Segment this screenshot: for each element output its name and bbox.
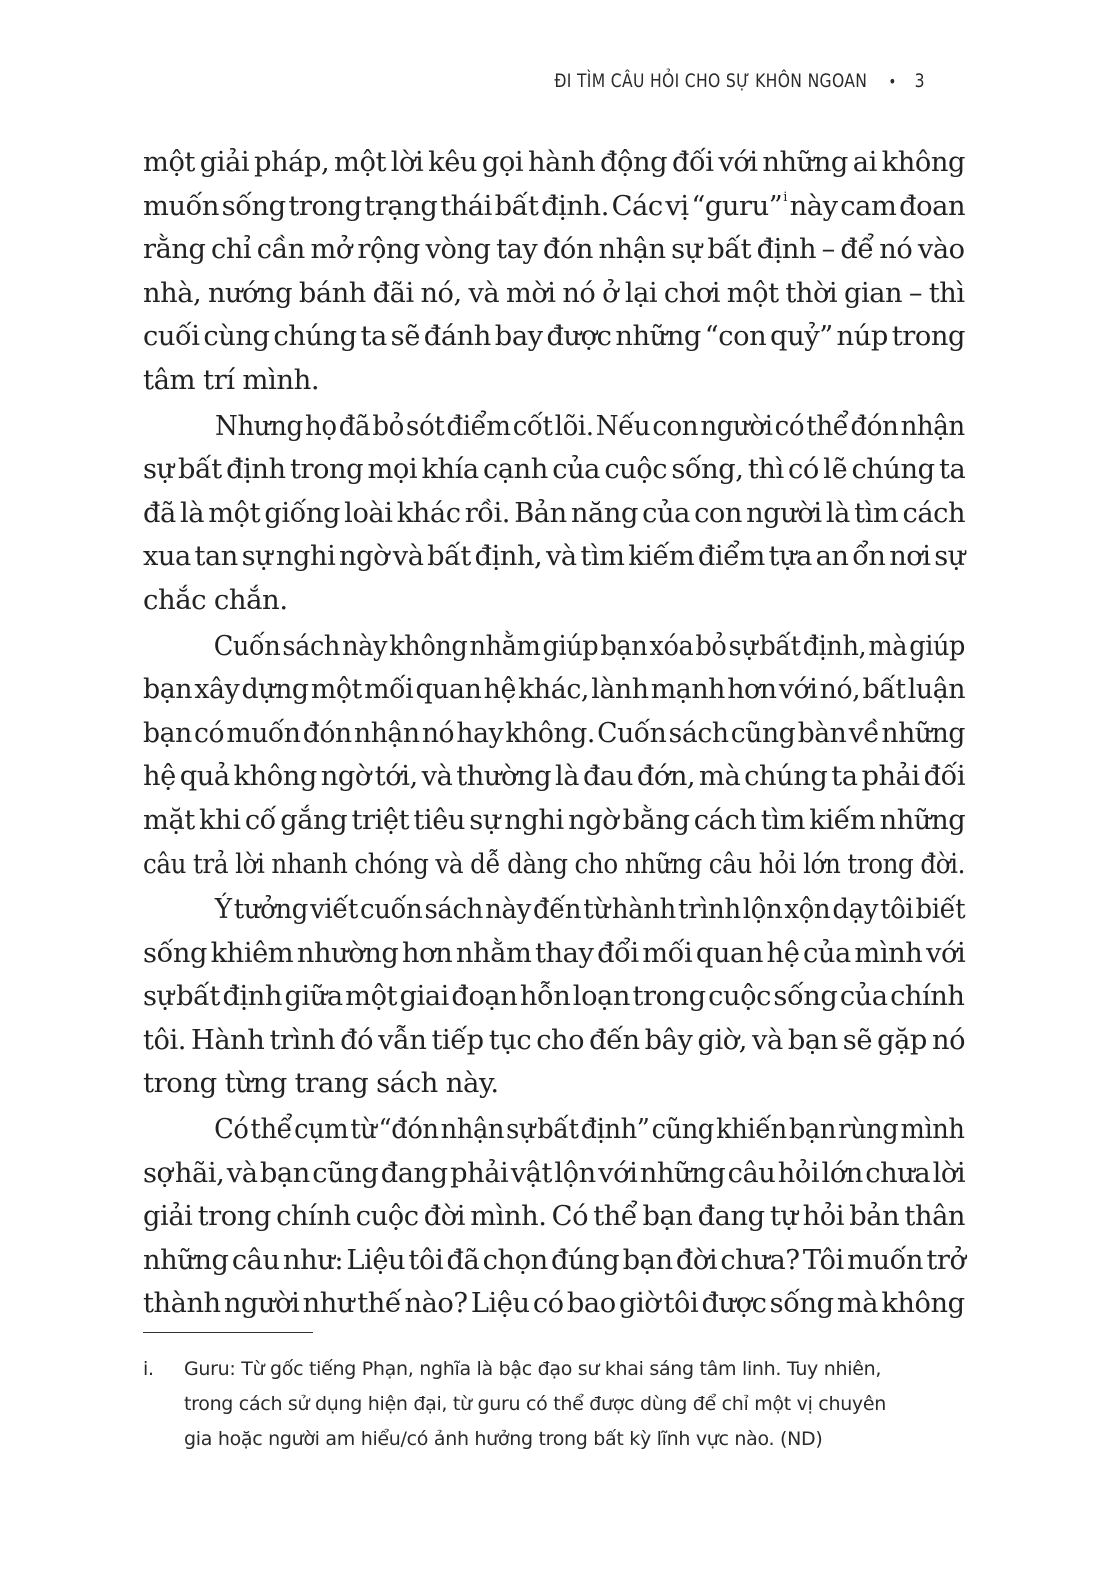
text-line: thành người như thế nào? Liệu có bao giờ tôi được sống mà không — [143, 1287, 965, 1320]
text-line: Có thể cụm từ “đón nhận sự bất định” cũng khiến bạn rùng mình — [214, 1113, 965, 1146]
text-line: hệ quả không ngờ tới, và thường là đau đớn, mà chúng ta phải đối — [143, 760, 966, 793]
text-line: câu trả lời nhanh chóng và dễ dàng cho những câu hỏi lớn trong đời. — [143, 847, 965, 880]
text-line: Nhưng họ đã bỏ sót điểm cốt lõi. Nếu con người có thể đón nhận — [215, 409, 965, 442]
text-line: cuối cùng chúng ta sẽ đánh bay được những “con quỷ” núp trong — [143, 320, 965, 353]
footnote-reference[interactable]: i — [783, 189, 787, 205]
text-line-head: muốn sống trong trạng thái bất định. Các vị “guru” — [143, 189, 783, 222]
paragraph-5 — [143, 1108, 965, 1326]
paragraph-1 — [143, 141, 965, 403]
text-line: một giải pháp, một lời kêu gọi hành động đối với những ai không — [143, 146, 966, 178]
text-line: rằng chỉ cần mở rộng vòng tay đón nhận sự bất định – để nó vào — [143, 233, 965, 266]
footnote — [143, 1352, 973, 1457]
text-line: bạn xây dựng một mối quan hệ khác, lành mạnh hơn với nó, bất luận — [143, 673, 966, 706]
text-line: trong từng trang sách này. — [143, 1067, 499, 1100]
running-title: ĐI TÌM CÂU HỎI CHO SỰ KHÔN NGOAN — [554, 70, 868, 92]
paragraph-3 — [143, 625, 965, 887]
text-line: sống khiêm nhường hơn nhằm thay đổi mối quan hệ của mình với — [143, 936, 966, 969]
text-line-tail: này cam đoan — [786, 189, 966, 222]
footnote-line: Guru: Từ gốc tiếng Phạn, nghĩa là bậc đạo sư khai sáng tâm linh. Tuy nhiên, — [184, 1358, 882, 1380]
text-line: Ý tưởng viết cuốn sách này đến từ hành trình lộn xộn dạy tôi biết — [214, 893, 966, 926]
text-line: sự bất định giữa một giai đoạn hỗn loạn trong cuộc sống của chính — [143, 980, 965, 1013]
text-line: sự bất định trong mọi khía cạnh của cuộc sống, thì có lẽ chúng ta — [143, 453, 966, 486]
footnote-marker: i. — [143, 1358, 154, 1380]
text-line: những câu như: Liệu tôi đã chọn đúng bạn đời chưa? Tôi muốn trở — [143, 1243, 966, 1276]
running-header — [554, 70, 925, 92]
text-line: bạn có muốn đón nhận nó hay không. Cuốn sách cũng bàn về những — [143, 716, 965, 749]
text-line: Cuốn sách này không nhằm giúp bạn xóa bỏ sự bất định, mà giúp — [213, 629, 966, 662]
text-line: xua tan sự nghi ngờ và bất định, và tìm kiếm điểm tựa an ổn nơi sự — [143, 540, 965, 573]
text-line-with-footnote-ref — [143, 185, 966, 229]
paragraph-4 — [143, 888, 965, 1106]
text-line: đã là một giống loài khác rồi. Bản năng của con người là tìm cách — [143, 496, 966, 529]
footnote-text — [184, 1352, 967, 1457]
header-bullet: • — [888, 71, 897, 91]
footnote-rule — [143, 1332, 313, 1333]
body-text — [143, 141, 965, 1328]
text-line: sợ hãi, và bạn cũng đang phải vật lộn với những câu hỏi lớn chưa lời — [143, 1156, 966, 1189]
text-line: tâm trí mình. — [143, 363, 320, 396]
text-line: tôi. Hành trình đó vẫn tiếp tục cho đến bây giờ, và bạn sẽ gặp nó — [143, 1023, 966, 1056]
text-line: giải trong chính cuộc đời mình. Có thể bạn đang tự hỏi bản thân — [143, 1200, 966, 1233]
page-number: 3 — [914, 70, 925, 92]
text-line: nhà, nướng bánh đãi nó, và mời nó ở lại chơi một thời gian – thì — [143, 276, 965, 309]
text-line: chắc chắn. — [143, 583, 288, 616]
paragraph-2 — [143, 405, 965, 623]
footnote-line: trong cách sử dụng hiện đại, từ guru có thể được dùng để chỉ một vị chuyên — [184, 1393, 887, 1415]
text-line: mặt khi cố gắng triệt tiêu sự nghi ngờ bằng cách tìm kiếm những — [143, 803, 966, 836]
footnote-line: gia hoặc người am hiểu/có ảnh hưởng trong bất kỳ lĩnh vực nào. (ND) — [184, 1428, 823, 1450]
